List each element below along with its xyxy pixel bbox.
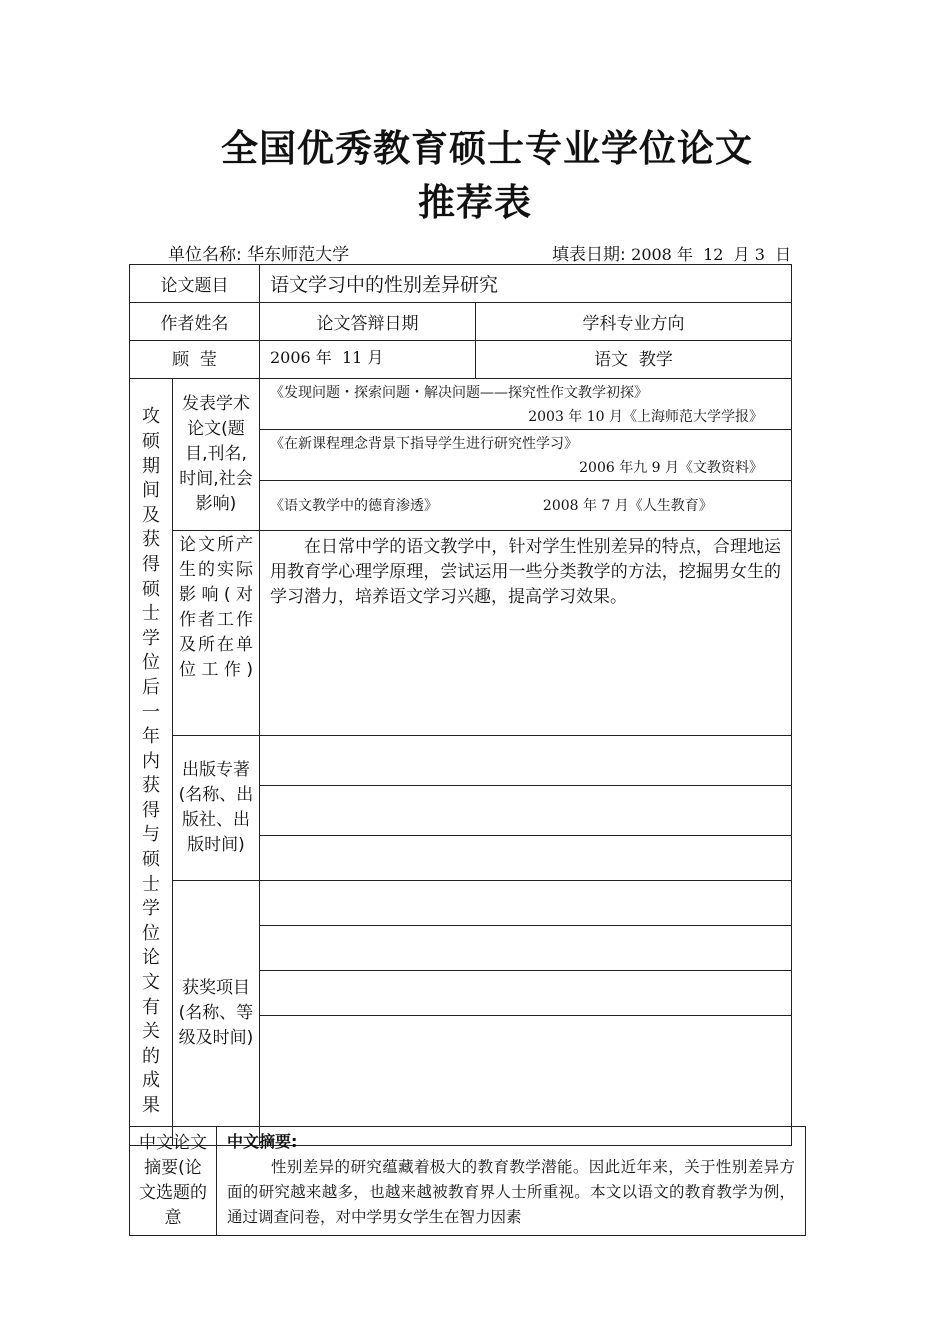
achievements-side-label: 攻硕期间及获得硕士学位后一年内获得与硕士学位论文有关的成果 [130,379,173,1146]
paper-3 [260,481,792,531]
paper-2 [260,430,792,481]
author-label: 作者姓名 [130,303,260,341]
paper-2-title: 《在新课程理念背景下指导学生进行研究性学习》 [270,436,578,452]
recommendation-table [129,264,792,1146]
abstract-body [217,1127,806,1236]
defense-date-label: 论文答辩日期 [260,303,476,341]
major-label: 学科专业方向 [476,303,792,341]
awards-row-2 [260,926,792,971]
unit-label: 单位名称: [168,245,242,265]
paper-2-source: 2006 年九 9 月《文教资料》 [579,460,764,476]
books-row-3 [260,836,792,881]
impact-text: 在日常中学的语文教学中，针对学生性别差异的特点，合理地运用教育学心理学原理，尝试运用一些分类教学的方法，挖掘男女生的学习潜力，培养语文学习兴趣，提高学习效果。 [260,531,792,736]
books-row-1 [260,736,792,786]
unit-value: 华东师范大学 [247,245,350,265]
date-label: 填表日期: [552,245,626,265]
paper-1-source: 2003 年 10 月《上海师范大学学报》 [528,409,764,425]
thesis-title-label: 论文题目 [130,265,260,303]
thesis-title-value: 语文学习中的性别差异研究 [260,265,792,303]
major-value: 语文 教学 [476,341,792,379]
books-label: 出版专著(名称、出版社、出版时间) [173,736,260,881]
date-value: 2008 年 12 月 3 日 [631,245,792,264]
author-value: 顾 莹 [130,341,260,379]
abstract-label: 中文论文摘要(论文选题的意 [130,1127,217,1236]
form-subtitle: 推荐表 [418,181,532,224]
abstract-text: 性别差异的研究蕴藏着极大的教育教学潜能。因此近年来，关于性别差异方面的研究越来越多，也越来越被教育界人士所重视。本文以语文的教育教学为例，通过调查问卷，对中学男女学生在智力因素 [227,1158,795,1226]
date-line [552,240,791,265]
abstract-heading: 中文摘要: [227,1132,298,1151]
papers-label: 发表学术论文(题目,刊名,时间,社会影响) [173,379,260,531]
awards-row-1 [260,881,792,926]
awards-label: 获奖项目(名称、等级及时间) [173,881,260,1146]
paper-1 [260,379,792,430]
books-row-2 [260,786,792,836]
awards-row-3 [260,971,792,1016]
paper-3-title: 《语文教学中的德育渗透》 [270,497,438,514]
paper-3-source: 2008 年 7 月《人生教育》 [542,497,713,514]
defense-date-value: 2006 年 11 月 [260,341,476,379]
paper-1-title: 《发现问题・探索问题・解决问题——探究性作文教学初探》 [270,385,648,401]
abstract-table [129,1126,806,1236]
form-title: 全国优秀教育硕士专业学位论文 [221,127,753,170]
unit-line [168,240,349,265]
impact-label: 论文所产生的实际影响(对作者工作及所在单位工作) [173,531,260,736]
